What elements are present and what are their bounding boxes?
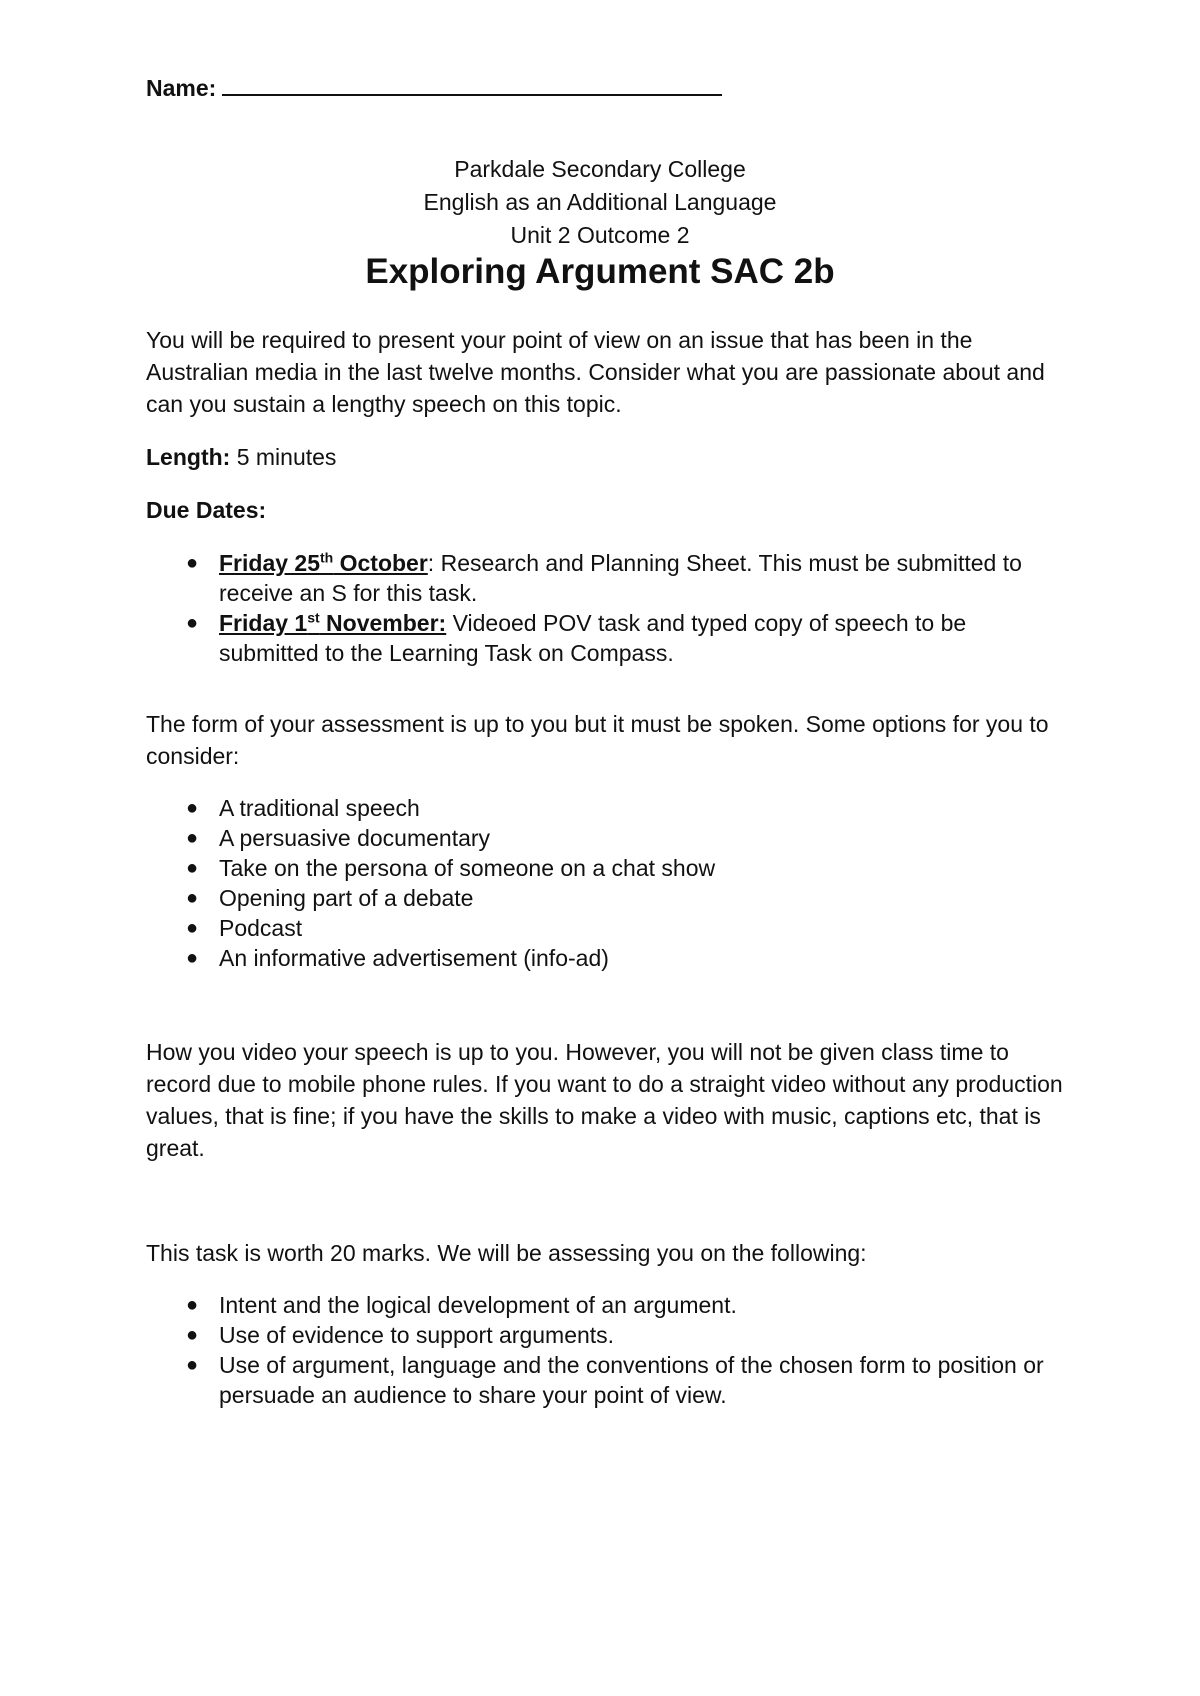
list-item (146, 548, 1066, 608)
due-date-desc: Research and Planning Sheet. This must be submitted to receive an S for this task. (219, 550, 1022, 606)
bullet-icon: ● (186, 1354, 199, 1376)
due-date: Friday 1st November: (219, 609, 447, 636)
bullet-icon: ● (186, 827, 199, 849)
bullet-icon: ● (186, 1324, 199, 1346)
criterion-text: Use of evidence to support arguments. (219, 1322, 615, 1348)
length-line (146, 444, 336, 471)
criterion-text: Intent and the logical development of an argument. (219, 1292, 737, 1318)
form-intro-paragraph: The form of your assessment is up to you but it must be spoken. Some options for you to consider: (146, 711, 1049, 769)
page-title: Exploring Argument SAC 2b (365, 252, 835, 291)
criterion-text: Use of argument, language and the conventions of the chosen form to position or persuade an audience to share your point of view. (219, 1352, 1044, 1408)
option-text: A persuasive documentary (219, 825, 491, 851)
video-paragraph: How you video your speech is up to you. However, you will not be given class time to record due to mobile phone rules. If you want to do a straight video without any production values, that is fine; if you have the skills to make a video with music, captions etc, that is great. (146, 1039, 1063, 1161)
length-label: Length: (146, 444, 231, 470)
list-item (146, 853, 1066, 883)
name-label: Name: (146, 75, 217, 101)
list-item (146, 793, 1066, 823)
list-item (146, 883, 1066, 913)
list-item (146, 1320, 1066, 1350)
list-item (146, 943, 1066, 973)
option-text: An informative advertisement (info-ad) (219, 945, 609, 971)
list-item (146, 1290, 1066, 1320)
name-field (146, 72, 722, 102)
list-item (146, 608, 1066, 668)
intro-paragraph: You will be required to present your point of view on an issue that has been in the Australian media in the last twelve months. Consider what you are passionate about and can you sustain a lengthy speech on this topic. (146, 327, 1045, 417)
due-date-sep: : (427, 550, 435, 576)
option-text: Take on the persona of someone on a chat show (219, 855, 716, 881)
bullet-icon: ● (186, 797, 199, 819)
school-name: Parkdale Secondary College (454, 156, 746, 182)
due-dates-list (146, 548, 1066, 668)
option-text: A traditional speech (219, 795, 420, 821)
bullet-icon: ● (186, 1294, 199, 1316)
unit-outcome: Unit 2 Outcome 2 (510, 222, 690, 248)
bullet-icon: ● (186, 857, 199, 879)
length-value: 5 minutes (236, 444, 337, 470)
subject-name: English as an Additional Language (423, 189, 777, 215)
marks-intro-paragraph: This task is worth 20 marks. We will be assessing you on the following: (146, 1240, 867, 1266)
due-dates-heading (146, 497, 266, 524)
due-dates-label: Due Dates: (146, 497, 267, 523)
options-list (146, 793, 1066, 973)
bullet-icon: ● (186, 552, 199, 574)
due-date: Friday 25th October (219, 549, 428, 576)
bullet-icon: ● (186, 612, 199, 634)
due-date-desc: Videoed POV task and typed copy of speech to be submitted to the Learning Task on Compass. (219, 610, 967, 666)
bullet-icon: ● (186, 917, 199, 939)
name-blank-line[interactable] (222, 72, 722, 96)
list-item (146, 1350, 1066, 1410)
option-text: Opening part of a debate (219, 885, 474, 911)
option-text: Podcast (219, 915, 303, 941)
criteria-list (146, 1290, 1066, 1410)
bullet-icon: ● (186, 947, 199, 969)
list-item (146, 913, 1066, 943)
bullet-icon: ● (186, 887, 199, 909)
list-item (146, 823, 1066, 853)
